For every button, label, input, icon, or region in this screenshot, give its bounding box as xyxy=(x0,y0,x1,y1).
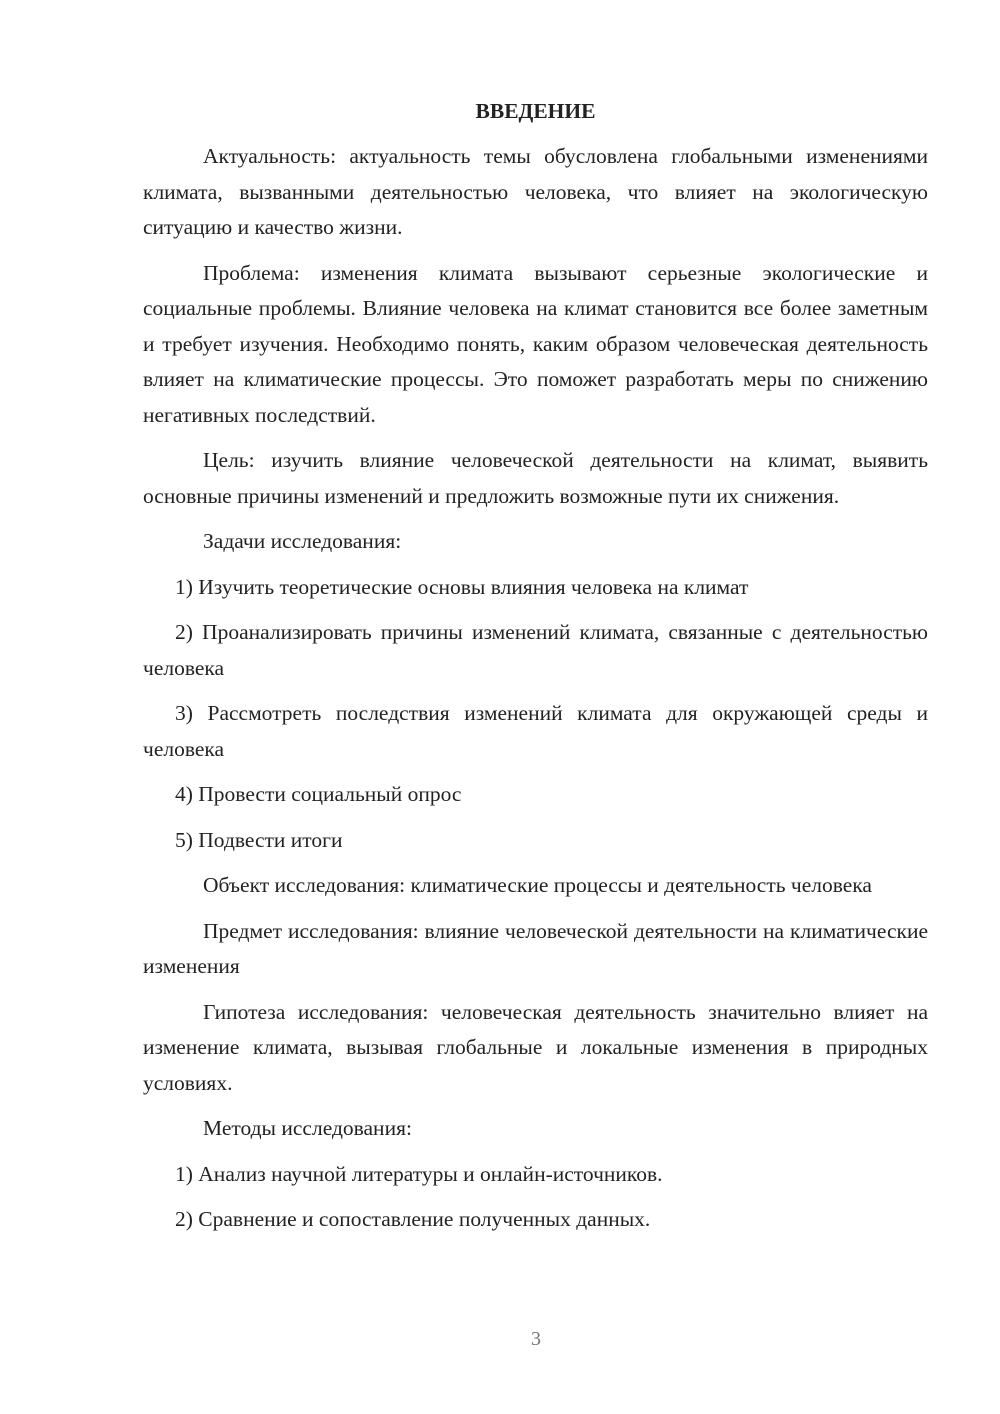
methods-heading: Методы исследования: xyxy=(203,1116,412,1140)
goal-paragraph: Цель: изучить влияние человеческой деятельности на климат, выявить основные причины изменений и предложить возможные пути их снижения. xyxy=(143,448,928,508)
method-item: 1) Анализ научной литературы и онлайн-источников. xyxy=(175,1161,663,1186)
document-page xyxy=(143,95,928,1248)
task-item: 1) Изучить теоретические основы влияния человека на климат xyxy=(175,574,749,599)
section-title: ВВЕДЕНИЕ xyxy=(475,99,596,123)
hypothesis-paragraph: Гипотеза исследования: человеческая деятельность значительно влияет на изменение климата, вызывая глобальные и локальные изменения в природных условиях. xyxy=(143,999,928,1095)
task-item: 5) Подвести итоги xyxy=(175,827,343,852)
subject-paragraph: Предмет исследования: влияние человеческой деятельности на климатические изменения xyxy=(143,918,928,978)
task-item: 4) Провести социальный опрос xyxy=(175,782,462,806)
method-item: 2) Сравнение и сопоставление полученных данных. xyxy=(175,1207,651,1231)
task-item: 2) Проанализировать причины изменений климата, связанные с деятельностью человека xyxy=(143,620,928,680)
task-item: 3) Рассмотреть последствия изменений климата для окружающей среды и человека xyxy=(143,701,928,761)
page-number: 3 xyxy=(531,1328,541,1350)
object-paragraph: Объект исследования: климатические процессы и деятельность человека xyxy=(203,873,872,897)
tasks-heading: Задачи исследования: xyxy=(203,529,402,553)
relevance-paragraph: Актуальность: актуальность темы обусловлена глобальными изменениями климата, вызванными деятельностью человека, что влияет на экологическую ситуацию и качество жизни. xyxy=(143,144,928,239)
problem-paragraph: Проблема: изменения климата вызывают серьезные экологические и социальные проблемы. Влияние человека на климат становится все более заметным и требует изучения. Необходимо понять, каким образом человеческая деятельность влияет на климатические процессы. Это поможет разработать меры по снижению негативных последствий. xyxy=(143,260,928,427)
